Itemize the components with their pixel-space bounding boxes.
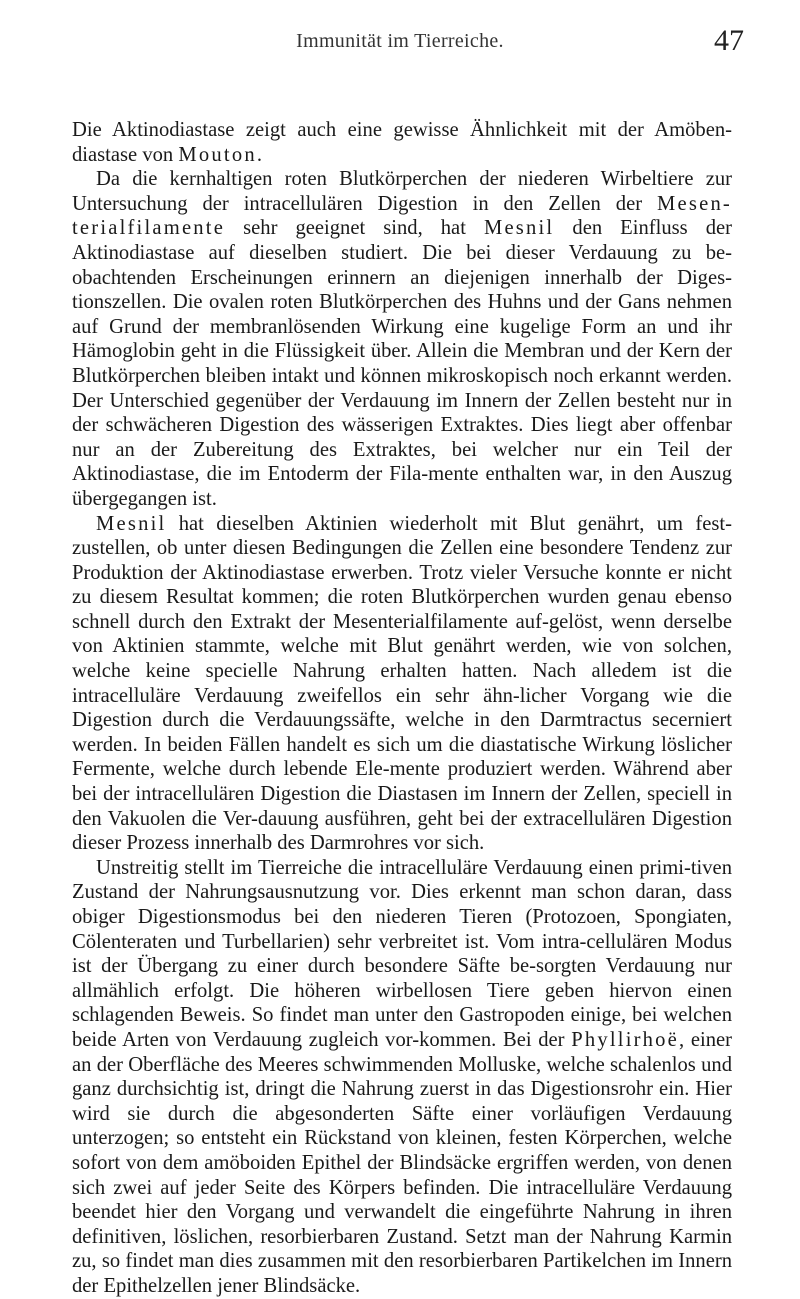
running-head-title: Immunität im Tierreiche. <box>296 30 504 52</box>
paragraph <box>72 512 732 856</box>
paragraph <box>72 167 732 511</box>
text-run: , einer an der Oberfläche des Meeres schwimmenden Molluske, welche schalenlos und ganz durchsichtig ist, dringt die Nahrung zuerst in das Digestionsrohr ein. Hier wird sie durch die abgesonderten Säfte einer vorläufigen Verdauung unterzogen; so entsteht ein Rückstand von kleinen, festen Körperchen, welche sofort von dem amöboiden Epithel der Blindsäcke ergriffen werden, von denen sich zwei auf jeder Seite des Körpers befinden. Die intracelluläre Verdauung beendet hier den Vorgang und verwandelt die eingeführte Nahrung in ihren definitiven, löslichen, resorbierbaren Zustand. Setzt man der Nahrung Karmin zu, so findet man dies zusammen mit den resorbierbaren Partikelchen im Innern der Epithelzellen jener Blindsäcke. <box>72 1028 732 1297</box>
text-run: den Einfluss der Aktinodiastase auf dieselben studiert. Die bei dieser Verdauung zu be-obachtenden Erscheinungen erinnern an diejenigen innerhalb der Diges-tionszellen. Die ovalen roten Blutkörperchen des Huhns und der Gans nehmen auf Grund der membranlösenden Wirkung eine kugelige Form an und ihr Hämoglobin geht in die Flüssigkeit über. Allein die Membran und der Kern der Blutkörperchen bleiben intakt und können mikroskopisch noch erkannt werden. Der Unterschied gegenüber der Verdauung im Innern der Zellen besteht nur in der schwächeren Digestion des wässerigen Extraktes. Dies liegt aber offenbar nur an der Zubereitung des Extraktes, bei welcher nur ein Teil der Aktinodiastase, die im Entoderm der Fila-mente enthalten war, in den Auszug übergegangen ist. <box>72 217 732 510</box>
page-number: 47 <box>714 24 744 57</box>
spaced-name: Mesnil <box>483 217 555 240</box>
spaced-name: Phyllirhoë <box>571 1028 680 1051</box>
paragraph <box>72 856 732 1299</box>
text-run: hat dieselben Aktinien wiederholt mit Blut genährt, um fest-zustellen, ob unter diesen Bedingungen die Zellen eine besondere Tendenz zur Produktion der Aktinodiastase erwerben. Trotz vieler Versuche konnte er nicht zu diesem Resultat kommen; die roten Blutkörperchen wurden genau ebenso schnell durch den Extrakt der Mesenterialfilamente auf-gelöst, wenn derselbe von Aktinien stammte, welche mit Blut genährt werden, wie von solchen, welche keine specielle Nahrung erhalten hatten. Nach alledem ist die intracelluläre Verdauung zweifellos ein sehr ähn-licher Vorgang wie die Digestion durch die Verdauungssäfte, welche in den Darmtractus secerniert werden. In beiden Fällen handelt es sich um die diastatische Wirkung löslicher Fermente, welche durch lebende Ele-mente produziert werden. Während aber bei der intracellulären Digestion die Diastasen im Innern der Zellen, speciell in den Vakuolen die Ver-dauung ausführen, geht bei der extracellulären Digestion dieser Prozess innerhalb des Darmrohres vor sich. <box>72 512 732 855</box>
text-run: sehr geeignet sind, hat <box>225 217 484 240</box>
paragraph <box>72 118 732 167</box>
text-run: . <box>256 143 262 166</box>
spaced-name: Mesnil <box>96 512 167 535</box>
body-text <box>72 118 732 1299</box>
text-run: Die Aktinodiastase zeigt auch eine gewisse Ähnlichkeit mit der Amöben-diastase von <box>72 119 732 166</box>
text-run: Da die kernhaltigen roten Blutkörperchen der niederen Wirbeltiere zur Untersuchung der intracellulären Digestion in den Zellen der <box>72 168 732 215</box>
spaced-name: Mesen-terialfilamente <box>72 192 732 240</box>
running-head <box>0 24 800 64</box>
spaced-name: Mouton <box>178 143 257 166</box>
text-run: Unstreitig stellt im Tierreiche die intracelluläre Verdauung einen primi-tiven Zustand der Nahrungsausnutzung vor. Dies erkennt man schon daran, dass obiger Digestionsmodus bei den niederen Tieren (Protozoen, Spongiaten, Cölenteraten und Turbellarien) sehr verbreitet ist. Vom intra-cellulären Modus ist der Übergang zu einer durch besondere Säfte be-sorgten Verdauung nur allmählich erfolgt. Die höheren wirbellosen Tiere geben hiervon einen schlagenden Beweis. So findet man unter den Gastropoden einige, bei welchen beide Arten von Verdauung zugleich vor-kommen. Bei der <box>72 856 732 1051</box>
